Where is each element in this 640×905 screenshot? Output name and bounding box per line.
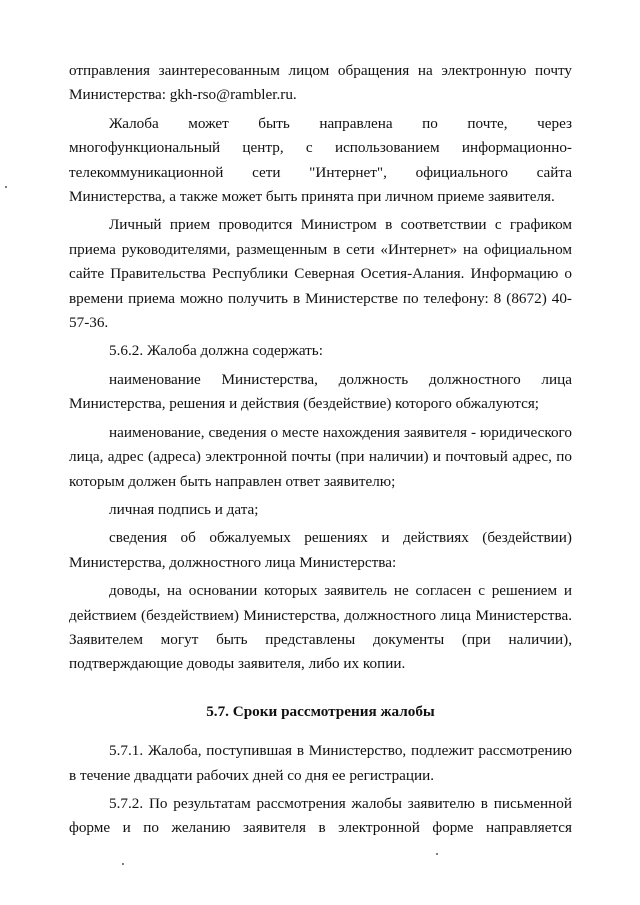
paragraph-arguments: доводы, на основании которых заявитель не согласен с решением и действием (бездействием) Министерства, должностного лица Министерства. Заявителем могут быть представлены документы (при наличии), подтверждающие доводы заявителя, либо их копии. xyxy=(69,582,572,673)
paragraph-review-results: 5.7.2. По результатам рассмотрения жалобы заявителю в письменной форме и по желанию заявителя в электронной форме направляется xyxy=(69,794,572,837)
paragraph-complaint-contents-intro: 5.6.2. Жалоба должна содержать: xyxy=(109,342,323,360)
document-body xyxy=(69,59,572,841)
paragraph-personal-reception: Личный прием проводится Министром в соответствии с графиком приема руководителями, размещенным в сети «Интернет» на официальном сайте Правительства Республики Северная Осетия-Алания. Информацию о времени приема можно получить в Министерстве по телефону: 8 (8672) 40-57-36. xyxy=(69,216,572,332)
paragraph-submission-channels: Жалоба может быть направлена по почте, через многофункциональный центр, с использованием информационно-телекоммуникационной сети "Интернет", официального сайта Министерства, а также может быть принята при личном приеме заявителя. xyxy=(69,114,572,206)
paragraph-review-period: 5.7.1. Жалоба, поступившая в Министерство, подлежит рассмотрению в течение двадцати рабочих дней со дня ее регистрации. xyxy=(69,742,572,784)
paragraph-ministry-official: наименование Министерства, должность должностного лица Министерства, решения и действия (бездействие) которого обжалуются; xyxy=(69,370,572,413)
paragraph-appealed-decisions: сведения об обжалуемых решениях и действиях (бездействии) Министерства, должностного лица Министерства: xyxy=(69,529,572,571)
paragraph-signature-date: личная подпись и дата; xyxy=(109,500,259,518)
scan-speck xyxy=(122,863,124,865)
paragraph-applicant-info: наименование, сведения о месте нахождения заявителя - юридического лица, адрес (адреса) электронной почты (при наличии) и почтовый адрес, по которым должен быть направлен ответ заявителю; xyxy=(69,423,572,490)
scan-speck xyxy=(5,186,7,188)
section-heading: 5.7. Сроки рассмотрения жалобы xyxy=(206,702,435,720)
scan-speck xyxy=(436,853,438,855)
paragraph-email-continuation: отправления заинтересованным лицом обращения на электронную почту Министерства: gkh-rso@rambler.ru. xyxy=(69,62,572,104)
